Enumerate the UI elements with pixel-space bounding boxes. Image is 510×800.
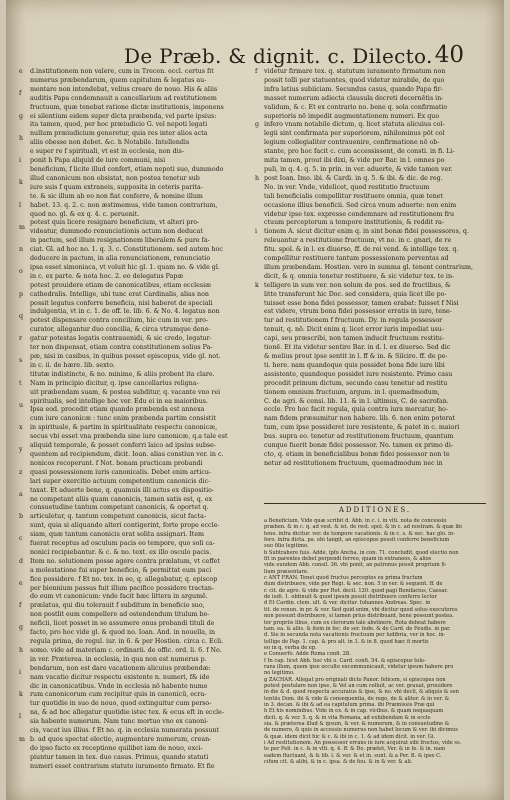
text-line: compellitur restituere tantum possessionem perventas ad — [264, 255, 449, 263]
margin-letter: k — [255, 281, 259, 289]
note-line: in 3. decan. & ibi & ad ea capitulum prima. ibi Præmissis Præ qui — [264, 701, 435, 708]
margin-letter: d — [19, 557, 24, 565]
note-line: i Ad restitutionem. An possessor errans in iure acquirat sibi fructus, vide ss. — [264, 740, 462, 747]
note-line: tit. de renun. in pr. & ver. Sed quid enim, vbi dicitur quod solus executores — [264, 606, 458, 613]
text-line: dicit, & q. omnia tenetur restituere, & sic videtur tex. te in- — [264, 272, 455, 280]
margin-letter: o — [19, 268, 23, 276]
margin-letter: h — [19, 134, 24, 142]
note-line: ter propriis libus, cum ex clerorum tale abstinere, Rota debeat habere — [264, 619, 446, 626]
page-header — [6, 40, 504, 70]
margin-letter: k — [19, 691, 23, 698]
text-line: a molestatione fui super beneficio, & permittat eum paci — [30, 566, 212, 574]
text-line: mita tamen, prout ibi dixi, & vide per Bar. in l. omnes po — [264, 157, 445, 165]
text-line: ei silentium eidem super dicta præbenda, vel parte ipsius: — [30, 112, 217, 120]
text-line: videtur ipse tex. expresse condemnare ad restitutionem fru — [264, 210, 454, 218]
margin-letter: g — [19, 624, 24, 632]
text-line: releuantur a restitutione fructuum, vt no. in c. gnari, de re — [264, 237, 452, 245]
text-line: na, & ad hoc allegatur quotidie istec tex. & ecus eft in eccle- — [30, 709, 224, 717]
note-line: tam. ea. & aliis. & item in fec. de ser. fede. & de Card. de Feudis. in par. — [264, 625, 451, 632]
text-line: iure suis f quam extraneis, supposita in ceteris parita- — [30, 183, 203, 191]
text-line: fuerat receptus ad osculum pacis eo tempore, quo soli ca- — [30, 540, 215, 548]
note-line: dum distribuere, vide per Regi. & sec. non. 5 in ver. & sequent. ff. de — [264, 581, 443, 588]
margin-letter: f — [19, 90, 22, 98]
additions-heading: ADDITIONES. — [338, 506, 412, 514]
margin-letter: g — [255, 121, 260, 129]
text-line: habet. 13. q. 2. c. non æstimemus, vide tamen contrarium, — [30, 201, 218, 209]
text-line: lari super exercitio actuum competentium canonicis dic- — [30, 477, 211, 485]
text-line: puli, in q. 4. q. 5. in prin. in ver. aduerte, & vide tamen ver. — [264, 165, 453, 173]
margin-letter: a — [19, 490, 23, 498]
text-line: ponit h Papa aliquid de iure communi, nisi — [30, 157, 166, 165]
text-line: cto, q. etiam in beneficialibus bonæ fidei possessor non te — [264, 450, 450, 458]
text-line: legii sint confirmata per superiorem, nihilominus pōt col — [264, 130, 445, 138]
text-line: in c. ii. de hære. lib. sexto. — [30, 361, 115, 369]
text-line: tenuit, q. nō. Dicit enim q. licet error iuris impediat usu- — [264, 326, 444, 334]
margin-letter: f — [19, 602, 22, 609]
left-margin-letters — [19, 68, 25, 758]
text-line: curator, allegantur duo concilia, & circa vtrumque dene- — [30, 326, 211, 334]
text-line: cunque fuerit bonæ fidei possessor. No. tamen ex primo di- — [264, 442, 453, 450]
margin-letter: l — [19, 201, 22, 209]
text-line: cum iure canonicæ : tunc enim præbenda partim consistit — [30, 415, 216, 423]
text-line: cis, vacat ius illius. f Et no. q. in ecclesia numerata possunt — [30, 727, 220, 735]
text-line: ctuum perceptorum a tempore institutionis, & reddit ra- — [264, 219, 445, 227]
text-line: capi, seu præscribi, non tamen inducit fructuum restitu- — [264, 335, 445, 343]
text-line: bendarum, non est dare vacationem alicuius præbendæ: — [30, 664, 211, 672]
text-line: te. & sic illum ab eo non fiat conferre, & nomine illum — [30, 192, 203, 200]
margin-letter: m — [19, 223, 25, 231]
text-line: potest quis licere resignare beneficium, vt alteri pro- — [30, 219, 200, 227]
text-line: b. ad quos spectat electio, augmentare numerum, crean- — [30, 735, 212, 743]
text-line: rum canonicorum cum recipitur quis in canonicū, ecra- — [30, 691, 207, 699]
text-line: telligere in sum ver. non solum de pos. sed de fructibus, & — [264, 281, 451, 289]
text-line: dic in canonicatibus. Vnde in ecclesia nō habente nume — [30, 682, 208, 690]
text-line: validum, & c. Et ex contrario no. bene q. sola confirmatio — [264, 103, 448, 111]
text-line: prælatus, qui diu tolerauit f subditum in beneficio suo, — [30, 602, 205, 610]
note-line: non possunt distribuere, si tamen prius distribuant, bene possunt postea. — [264, 613, 454, 620]
text-line: tuisset esse bona fidei possessor, tamen erabat: fuisset f Nisi — [264, 299, 459, 307]
text-line: regula prima, de regul. iur. in 6. & per Hostien. circa c. Ecli. — [30, 638, 224, 645]
note-line: cifum cit. & alibi, & in c. ipsa. & de feu. & in & ver. & ali. — [264, 759, 413, 766]
right-text-column — [264, 68, 486, 500]
note-line: fit in parentes debet perpendi ferreo, quam in extraneos, & alios — [264, 556, 432, 563]
margin-letter: z — [19, 468, 23, 476]
note-line: e Conuerfo. Adde Roma confi. 28. — [264, 651, 351, 658]
text-line: No. in ver. Vnde, videlicet, quod restitutio fructuum — [264, 183, 430, 191]
note-line: c ANT FRAN. Tenet quod fructus perceptos ex prima fructum — [264, 575, 423, 582]
note-line: r. cit. de agro. & vide per Rot. decil. 120. quod pagi Bonifacius, Caesar. — [264, 587, 449, 594]
margin-letter: h — [19, 646, 24, 654]
text-line: C. de agri. & censi. lib. 11. & in l. ultimus, C. de sacrofan. — [264, 397, 449, 405]
text-line: stante, pro hoc facit c. cum accessissent, de consti. in fi. Li- — [264, 148, 455, 156]
text-line: in ver. Præterea. in ecclesia, in qua non est numerus p. — [30, 655, 207, 663]
note-line: eadem fluctuant, & & lib. l. & ver. & et in. sunt. & a Per. B. & ipse C. — [264, 752, 442, 759]
text-line: Item no. solutionem posse agere contra prælatum, vt ceffet — [30, 557, 220, 565]
text-line: articuletur, q. tantum competunt canonicis, sicut facta- — [30, 513, 207, 521]
note-line: fero. infra dicta. pa. ebi tangit, an episcopus possit conferre beneficium — [264, 537, 450, 544]
margin-letter: s — [19, 357, 23, 365]
note-line: g ZACHAR. Allegat pro originali dicto Panor. felicem, si episcopus non — [264, 676, 446, 683]
text-line: cathedralis. Intellige, ubi tunc erat Cardinalis, alias non — [30, 290, 209, 298]
text-line: tur quotidie in suo de nouo, quod extinguitur cum perso- — [30, 700, 212, 708]
text-line: taxat. Et aduerte bene, q. quamuis illi actus ex dispositio- — [30, 486, 215, 494]
text-line: infra latius subiiciam. Secundus casus, quando Papa fir- — [264, 85, 443, 93]
text-line: tionem omnium fructuum, argum. in l. quemadmodum, — [264, 388, 440, 396]
note-line: teno. infra dicitur. ver. de tempore vacationis. & in c. s. & sec. hac glo. in- — [264, 530, 455, 537]
additions-divider — [264, 503, 486, 504]
text-line: legium collegialiter contrauenire, confirmatione nō ob- — [264, 139, 440, 147]
text-line: netur ad restitutionem fructuum, quemadmodum nec in — [264, 459, 443, 467]
margin-letter: n — [19, 246, 24, 253]
text-line: ter non dispensat, etiam contra constitutionem solius Pa- — [30, 344, 213, 352]
note-line: & quæ. idem dicit hic & c. & ibi in c. 1. & ad idem dicit. in ver. Gi. — [264, 733, 436, 740]
text-line: illum præbendam. Hostien. vero in summa gl. tenent contrarium, — [264, 263, 473, 271]
text-line: tur ad restitutionem f fructuum. Dy. in regula possessor — [264, 317, 443, 325]
text-line: procedit primum dictum, secundo casu tenetur ad restitu — [264, 379, 448, 387]
text-line: possit tolli per statuentes, quod videtur mirabile, de quo — [264, 76, 445, 84]
margin-letter: c — [19, 535, 23, 543]
note-line: te per Feli. in c. & in vlti. q. 4. ff. & Do. prætet, Ver. & in fe. & in. nam — [264, 746, 446, 753]
margin-letter: l — [19, 713, 22, 721]
note-line: rans illum, quem ipse occulte excommunicauit, videtur ipsum habere pro — [264, 663, 454, 670]
text-line: nam fidem præsumitur non habere. lib. 6. non enim poterat — [264, 415, 455, 423]
text-line: auditis Papa condemnauit a cancellarium ad restitutionem — [30, 94, 217, 102]
text-line: ciat. Gl. ad hoc no. 1. q. 3. c. Constitutionem. sed autem hoc — [30, 246, 223, 254]
margin-letter: h — [255, 174, 260, 182]
additions-notes — [264, 518, 486, 786]
note-line: h Et his nominibus. Vide in ex. & in cap. vicibus. & quam nequaquam — [264, 708, 444, 715]
text-line: bus. supra eo. tenetur ad restitutionem fructuum, quantum — [264, 433, 454, 441]
text-line: titutæ indistincte, & no. minime, & aliis probent ita clare. — [30, 370, 215, 378]
text-line: possit legatus conferre beneficia, nisi haberet de speciali — [30, 299, 213, 307]
text-line: aliis obesse non debet. &c. h Notabile. Intellendis — [30, 139, 190, 147]
note-line: tellige de Pap. 1. cap. & pro alt. in 3. & in 8. quod hæc fi mortis — [264, 638, 429, 645]
text-line: e super re f spirituali, vt est in ecclesia, non dis- — [30, 148, 185, 156]
text-line: infero vnam notabile dictum, q. licet statuta alicuius col- — [264, 121, 445, 129]
note-line: sia. & præterea illud & ipsum, & ver. & numerum, & in consuetudine & — [264, 721, 450, 727]
text-line: nam vacatio dicitur respectu existente n. numeri, f& ide — [30, 673, 210, 681]
note-line: a Beneficium. Vide quæ scribit d. Abb. in c. i. in vlti. nota de concessio — [264, 518, 447, 524]
text-line: non postlit eum compellere ad ostendendum titulum be- — [30, 611, 210, 619]
text-line: numerus præbendarum, quem capitulum & legatus au- — [30, 76, 207, 84]
text-line: quod no. gl. & ex q. 4. c. peruenit. — [30, 210, 140, 218]
page-number: 40 — [434, 42, 464, 68]
text-line: quentem ad recipiendum, dicit. Ioan. alias constiun ver. in c. — [30, 450, 224, 458]
text-line: in spirituale, & partim in spiritualitate respectu canonicæ, — [30, 424, 218, 432]
note-line: vide eundem Abb. consil. 36. vbi ponit, an patronus possit proprium fi- — [264, 562, 447, 569]
text-line: facto, pro hoc vide gl. & quod no. Ioan. And. in nouella, in — [30, 629, 216, 637]
text-line: d.institutionem non valere, cum in Trecen. eccl. certus fit — [30, 68, 214, 75]
text-line: in pactum, sed illum resignationem liberalem & pure fa- — [30, 237, 210, 245]
text-line: potest dispensare contra concilium, hic cum in ver. pro- — [30, 317, 209, 325]
text-line: quasi possessionem iuris canonicalis. Debet enim articu- — [30, 468, 212, 476]
note-line: suo filio legitimo. — [264, 543, 309, 550]
text-line: gatur potestas legatis contrauenidi, & sic credo, legatur- — [30, 335, 212, 343]
margin-letter: x — [19, 424, 23, 431]
book-page — [6, 0, 504, 800]
text-line: sia habente numerum. Nam tunc mortuo vno ex canoni- — [30, 718, 209, 726]
text-line: fructuum, quæ tenebat ratione dictæ institutionis, imponens — [30, 103, 224, 111]
text-line: est videre, vtrum bona fidei possessor erratis in iure, tene- — [264, 308, 452, 316]
note-line: f In cap. licet Abb. hoc vbi o. Card. confi. 54. & episcopus tole- — [264, 657, 426, 664]
text-line: siam, quæ tantum canonicis erat solita assignari. Item — [30, 531, 205, 539]
text-line: do eum vt canonicum: vnde facit hæc littera in argumē. — [30, 593, 208, 601]
note-line: tentiis Dom. ibi & vide & consequentia, de rego, de & aliter. & in ver. & — [264, 695, 450, 702]
text-line: assistente, quandoque possidet iure resistente. Primo casu — [264, 370, 453, 378]
text-line: tionem A. sicut dicitur enim q. in sint bonæ fidei possessores, q. — [264, 228, 469, 236]
margin-letter: f — [255, 68, 258, 75]
text-line: tali beneficialis compellitur restituere omnia, quæ tenet — [264, 192, 444, 200]
text-line: uit præbendam suam, & postea subditur, q. vacante vno rei — [30, 388, 221, 396]
text-line: aliquid temporale, & posset conferri laico ad ipsius subse- — [30, 442, 216, 450]
text-line: Nam in principio dicitur, q. ipse cancellarius religna- — [30, 379, 199, 387]
running-head: De Præb. & dignit. c. Dilecto. — [124, 44, 433, 68]
text-line: deducere in pactum, in alia renunciationem, renunciatio — [30, 255, 211, 263]
margin-letter: i — [19, 668, 22, 676]
margin-letter: e — [19, 579, 23, 587]
margin-letter: q — [19, 312, 24, 320]
note-line: d Et Cardin. clem. ult. & ver. dicitur. Iohannes Andreas. Spec. in — [264, 600, 431, 607]
text-line: videatur, dummodo renunciationis actum non deducat — [30, 228, 203, 236]
text-line: eccle. Pro hoc facit regula, quia contra iura mercatur, ho- — [264, 406, 448, 414]
text-line: ita tamen, quod, per hoc præiudicio G. vel nepoti legati — [30, 121, 208, 129]
text-line: ipsa esset simoniaca, vt voluit hic gl. 1. quam no. & vide gl. — [30, 263, 220, 271]
text-line: indulgentia, vt in c. 1. de off. le. lib. 6. & No. 4. legatus non — [30, 308, 220, 316]
note-line: no legitimo. — [264, 670, 295, 677]
margin-letter: e — [19, 68, 23, 75]
text-line: illud canonicum non obsistat, non postea tenetur sub — [30, 174, 200, 182]
text-line: pæ, nisi in casibus, in quibus posset episcopus, vide gl. not. — [30, 353, 221, 360]
note-line: eo in q. verba de ep. — [264, 644, 317, 651]
text-line: per biennium passus fuit illum pacifice possidere tractan- — [30, 584, 215, 592]
text-line: nonici recipiebantur. & c. & no. text. ex illo osculo pacis. — [30, 548, 212, 556]
text-line: superioris nō impedit augmentationem numeri. Ex quo — [264, 112, 440, 120]
note-line: præben. & in c. q. ad vest. & ist. de rest. spol. & in c. ad nostram. & quæ ibi — [264, 524, 462, 531]
text-line: secus vbi esset vna præbenda sine iure canonicæ, q.a tale est — [30, 433, 228, 441]
text-line: ne competant aliis quam canonicis, tamen satis est, q. ex — [30, 495, 213, 503]
margin-letter: k — [19, 179, 23, 187]
text-line: masset numerum adiecta clausula decreti decernētis in- — [264, 94, 444, 102]
note-line: lium præsentare. — [264, 568, 309, 575]
note-line: b Subtrahere fuis. Adde, ipfo Ancha. in con. 71. concludit, quod electio non — [264, 549, 459, 556]
text-line: sunt, quia si aliquando alteri contigerint, forte prope eccle- — [30, 522, 220, 530]
margin-letter: u — [19, 401, 24, 409]
text-line: nonicos recoperunt. f Not. bonam practicam probandi — [30, 459, 203, 467]
text-line: tum, cum ipse possideret iure resistente, & patet in c. maiori — [264, 424, 460, 432]
note-line: d. Sie in secunda nota vacationis fructuum per ludibria, ver in hoc. in- — [264, 632, 446, 639]
text-line: videtur firmare tex. q. statutum iuramento firmatum non — [264, 68, 446, 75]
text-line: nullum præiudicium generetur, quia res inter alios acta — [30, 130, 208, 138]
text-line: tionē. Et ita videtur sentire Bar. in d. l. ex diuerso. Sed dic — [264, 344, 451, 352]
text-line: neficii, licet posset in se assumere onus probandi tituli de — [30, 620, 215, 628]
note-line: de numero, & quis in accessio numerus non habet locum & ver. ibi dicimus — [264, 727, 458, 734]
text-line: ti. here. nam quandoque quis possidet bona fide iure libi — [264, 361, 445, 369]
text-line: potest prouidere etiam de canonicatibus, etiam ecclesiæ — [30, 281, 212, 289]
note-line: in die & d. quod respectu accuratus & ipse, & no. vbi decli, & aliquis & sen — [264, 689, 459, 696]
left-text-column — [30, 68, 244, 778]
margin-letter: i — [255, 228, 258, 236]
margin-letter: m — [19, 735, 25, 743]
margin-letter: b — [19, 513, 24, 520]
right-margin-letters — [255, 68, 259, 335]
note-line: potest postulare non ipse, & Vel an cum colluit, ac ver. grauat, prouidere — [264, 682, 453, 689]
text-line: piuntur tamen in tex. duo casus. Primus, quando statuti — [30, 753, 209, 761]
note-line: de iudi. 1. obtinuit & quod ipsum possit distribuere conferre lector — [264, 594, 437, 601]
margin-letter: t — [19, 379, 22, 387]
text-line: somo. vide ad materiam c. ordinarii. de offic. ord. li. 6. f No. — [30, 646, 222, 654]
text-line: spiritualis, sed intellige hoc ver. Edu ei in ea maioribus. — [30, 397, 208, 405]
margin-letter: i — [19, 157, 22, 164]
text-line: mentare non intendebat, velius creare de nouo. His & aliis — [30, 85, 218, 93]
margin-letter: r — [19, 335, 23, 342]
margin-letter: p — [19, 290, 24, 298]
text-line: fitu. spol. & in l. ex diuerso, ff. de rei vend. & intellige tex. q. — [264, 246, 459, 254]
margin-letter: y — [19, 446, 23, 454]
text-line: beneficium, f licite illud confert, etiam nepoti suo, dummodo — [30, 165, 224, 173]
note-line: dicit. q. & ver. 5. q. & in vita Romana, ad exhibendam & in eccle — [264, 714, 431, 721]
margin-letter: g — [19, 112, 24, 120]
text-line: fice possidere. f Et no. tex. in eo, q. allegabatur, q. episcop — [30, 575, 218, 583]
text-line: numeri esset contrarium statuto iuramento firmato. Et fie — [30, 762, 215, 770]
text-line: occasione illius beneficii. Sed circa vnum aduerte: non enim — [264, 201, 457, 209]
text-line: consuetudine tantum competant canonicis, & oportet q. — [30, 504, 209, 512]
text-line: & melius prout ipse sentit in l. ff & in. & Silcire. ff. de pe- — [264, 353, 448, 360]
text-line: post Ioan. Imo. ibi. & Cardi. in q. 5. & ibi. & dic. de reg. — [264, 174, 443, 182]
text-line: Ipsa eod. procedit etiam quando præbenda est annexa — [30, 406, 205, 414]
text-line: litte transferunt hic Doc. sed considera, quia licet ille po- — [264, 290, 447, 298]
text-line: do ipso facto ex receptione quilibet iam de nouo, exci- — [30, 744, 203, 752]
text-line: in c. ex parte. & nota hoc. 2. eo delegatus Papæ — [30, 272, 184, 280]
